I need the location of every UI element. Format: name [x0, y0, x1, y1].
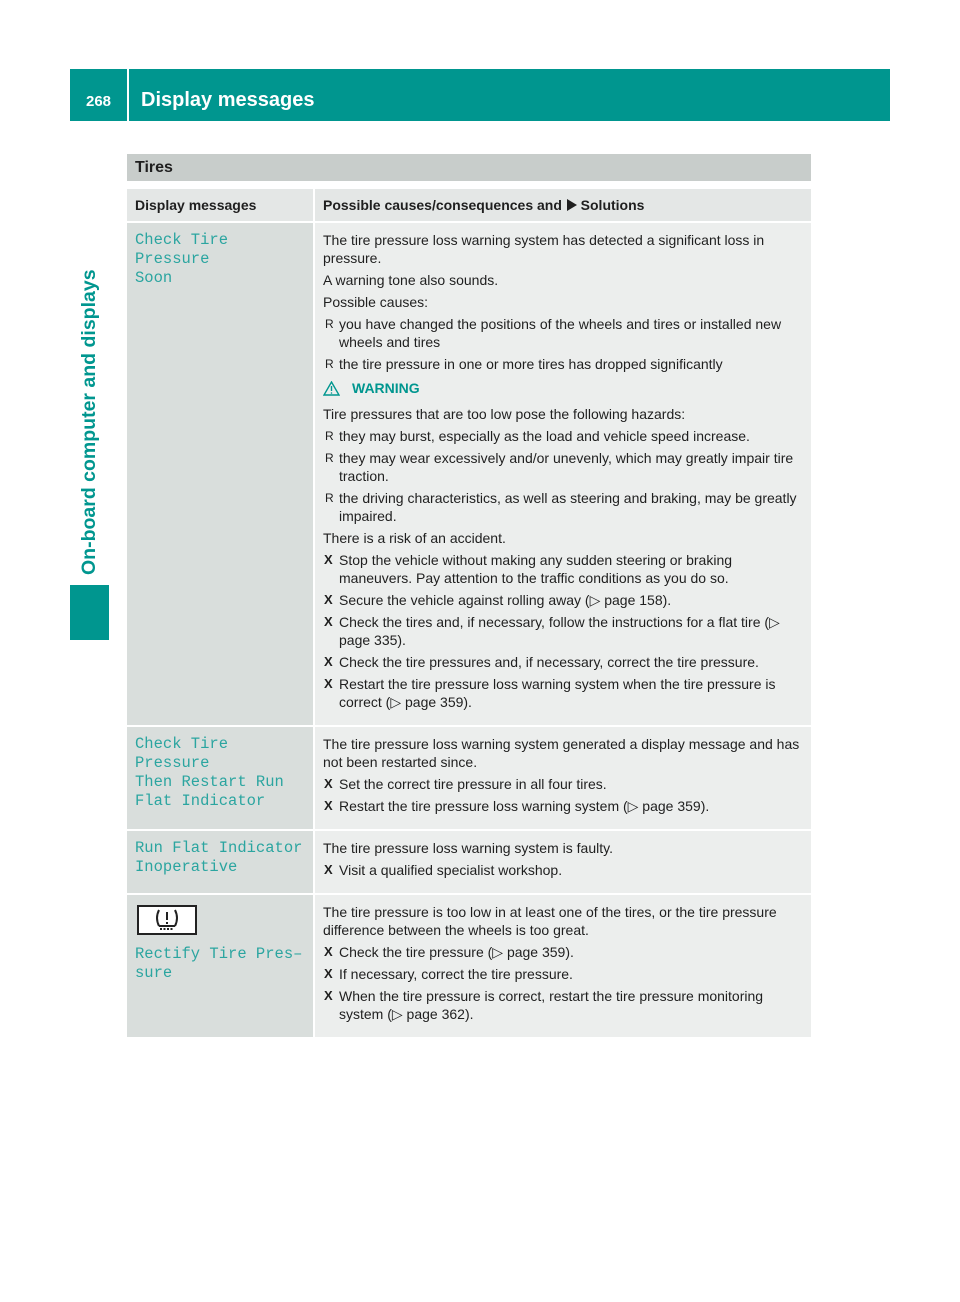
step-item — [323, 551, 803, 587]
message-cell — [127, 222, 314, 726]
hazard-text: the driving characteristics, as well as steering and braking, may be greatly impaired. — [339, 490, 797, 524]
table-header-row — [127, 189, 811, 222]
step-item — [323, 965, 803, 983]
step-arrow-icon: X — [324, 862, 333, 877]
step-text: Stop the vehicle without making any sudden steering or braking maneuvers. Pay attention to the traffic conditions as you do so. — [339, 552, 733, 586]
solution-cell — [314, 222, 811, 726]
step-arrow-icon: X — [324, 654, 333, 669]
step-text: When the tire pressure is correct, restart the tire pressure monitoring system (▷ page 362). — [339, 988, 764, 1022]
risk-text: There is a risk of an accident. — [323, 530, 506, 546]
step-item — [323, 775, 803, 793]
warning-heading — [323, 379, 803, 397]
step-text: Restart the tire pressure loss warning system (▷ page 359). — [339, 798, 710, 814]
section-title: Tires — [127, 154, 811, 181]
side-tab — [70, 135, 109, 575]
cause-text: you have changed the positions of the wheels and tires or installed new wheels and tires — [339, 316, 782, 350]
step-arrow-icon: X — [324, 988, 333, 1003]
intro-text: The tire pressure loss warning system is faulty. — [323, 840, 613, 856]
column-header-solutions-prefix: Possible causes/consequences and — [323, 197, 562, 213]
tire-pressure-warning-icon — [137, 905, 197, 935]
bullet-icon: R — [325, 317, 334, 331]
message-cell — [127, 726, 314, 830]
hazard-text: they may burst, especially as the load and vehicle speed increase. — [339, 428, 750, 444]
chapter-title: Display messages — [141, 89, 315, 111]
tone-text: A warning tone also sounds. — [323, 272, 499, 288]
bullet-icon: R — [325, 429, 334, 443]
step-item — [323, 797, 803, 815]
table-row — [127, 894, 811, 1038]
hazard-text: they may wear excessively and/or unevenly, which may greatly impair tire traction. — [339, 450, 794, 484]
list-item — [323, 489, 803, 525]
display-messages-table — [127, 189, 811, 1039]
bullet-icon: R — [325, 451, 334, 465]
table-row — [127, 726, 811, 830]
step-item — [323, 861, 803, 879]
hazards-intro: Tire pressures that are too low pose the following hazards: — [323, 406, 686, 422]
page-number: 268 — [85, 93, 112, 110]
step-item — [323, 675, 803, 711]
list-item — [323, 449, 803, 485]
step-text: If necessary, correct the tire pressure. — [339, 966, 573, 982]
side-tab-marker — [70, 585, 109, 640]
column-header-solutions — [314, 189, 811, 222]
bullet-icon: R — [325, 357, 334, 371]
intro-text: The tire pressure loss warning system generated a display message and has not been restarted since. — [323, 736, 800, 770]
step-item — [323, 613, 803, 649]
causes-label: Possible causes: — [323, 294, 429, 310]
display-message-text: Run Flat Indicator Inoperative — [135, 839, 303, 876]
warning-label: WARNING — [352, 380, 420, 396]
display-message-text: Check Tire Pressure Then Restart Run Flat Indicator — [135, 735, 284, 810]
bullet-icon: R — [325, 491, 334, 505]
step-text: Restart the tire pressure loss warning system when the tire pressure is correct (▷ page 359). — [339, 676, 776, 710]
step-arrow-icon: X — [324, 944, 333, 959]
display-message-text: Check Tire Pressure Soon — [135, 231, 229, 287]
list-item — [323, 355, 803, 373]
solution-arrow-icon — [566, 199, 577, 211]
step-text: Check the tires and, if necessary, follow the instructions for a flat tire (▷ page 335). — [339, 614, 780, 648]
step-arrow-icon: X — [324, 966, 333, 981]
side-tab-label: On-board computer and displays — [78, 269, 100, 575]
message-cell — [127, 830, 314, 894]
solution-cell — [314, 830, 811, 894]
step-arrow-icon: X — [324, 776, 333, 791]
step-text: Check the tire pressures and, if necessary, correct the tire pressure. — [339, 654, 759, 670]
step-item — [323, 591, 803, 609]
step-arrow-icon: X — [324, 676, 333, 691]
solution-cell — [314, 726, 811, 830]
message-cell — [127, 894, 314, 1038]
step-text: Visit a qualified specialist workshop. — [339, 862, 563, 878]
table-row — [127, 222, 811, 726]
step-text: Set the correct tire pressure in all four tires. — [339, 776, 607, 792]
step-item — [323, 653, 803, 671]
intro-text: The tire pressure loss warning system has detected a significant loss in pressure. — [323, 232, 765, 266]
step-item — [323, 987, 803, 1023]
table-row — [127, 830, 811, 894]
step-arrow-icon: X — [324, 614, 333, 629]
column-header-solutions-suffix: Solutions — [580, 197, 645, 213]
step-arrow-icon: X — [324, 798, 333, 813]
warning-triangle-icon — [323, 381, 340, 396]
display-message-text: Rectify Tire Pres– sure — [135, 945, 303, 982]
list-item — [323, 427, 803, 445]
step-arrow-icon: X — [324, 552, 333, 567]
cause-text: the tire pressure in one or more tires has dropped significantly — [339, 356, 723, 372]
intro-text: The tire pressure is too low in at least one of the tires, or the tire pressure difference between the wheels is too great. — [323, 904, 777, 938]
page-header — [70, 69, 890, 121]
header-divider — [127, 69, 129, 121]
column-header-messages: Display messages — [127, 189, 314, 222]
list-item — [323, 315, 803, 351]
solution-cell — [314, 894, 811, 1038]
step-text: Secure the vehicle against rolling away (▷ page 158). — [339, 592, 672, 608]
step-item — [323, 943, 803, 961]
step-arrow-icon: X — [324, 592, 333, 607]
step-text: Check the tire pressure (▷ page 359). — [339, 944, 574, 960]
